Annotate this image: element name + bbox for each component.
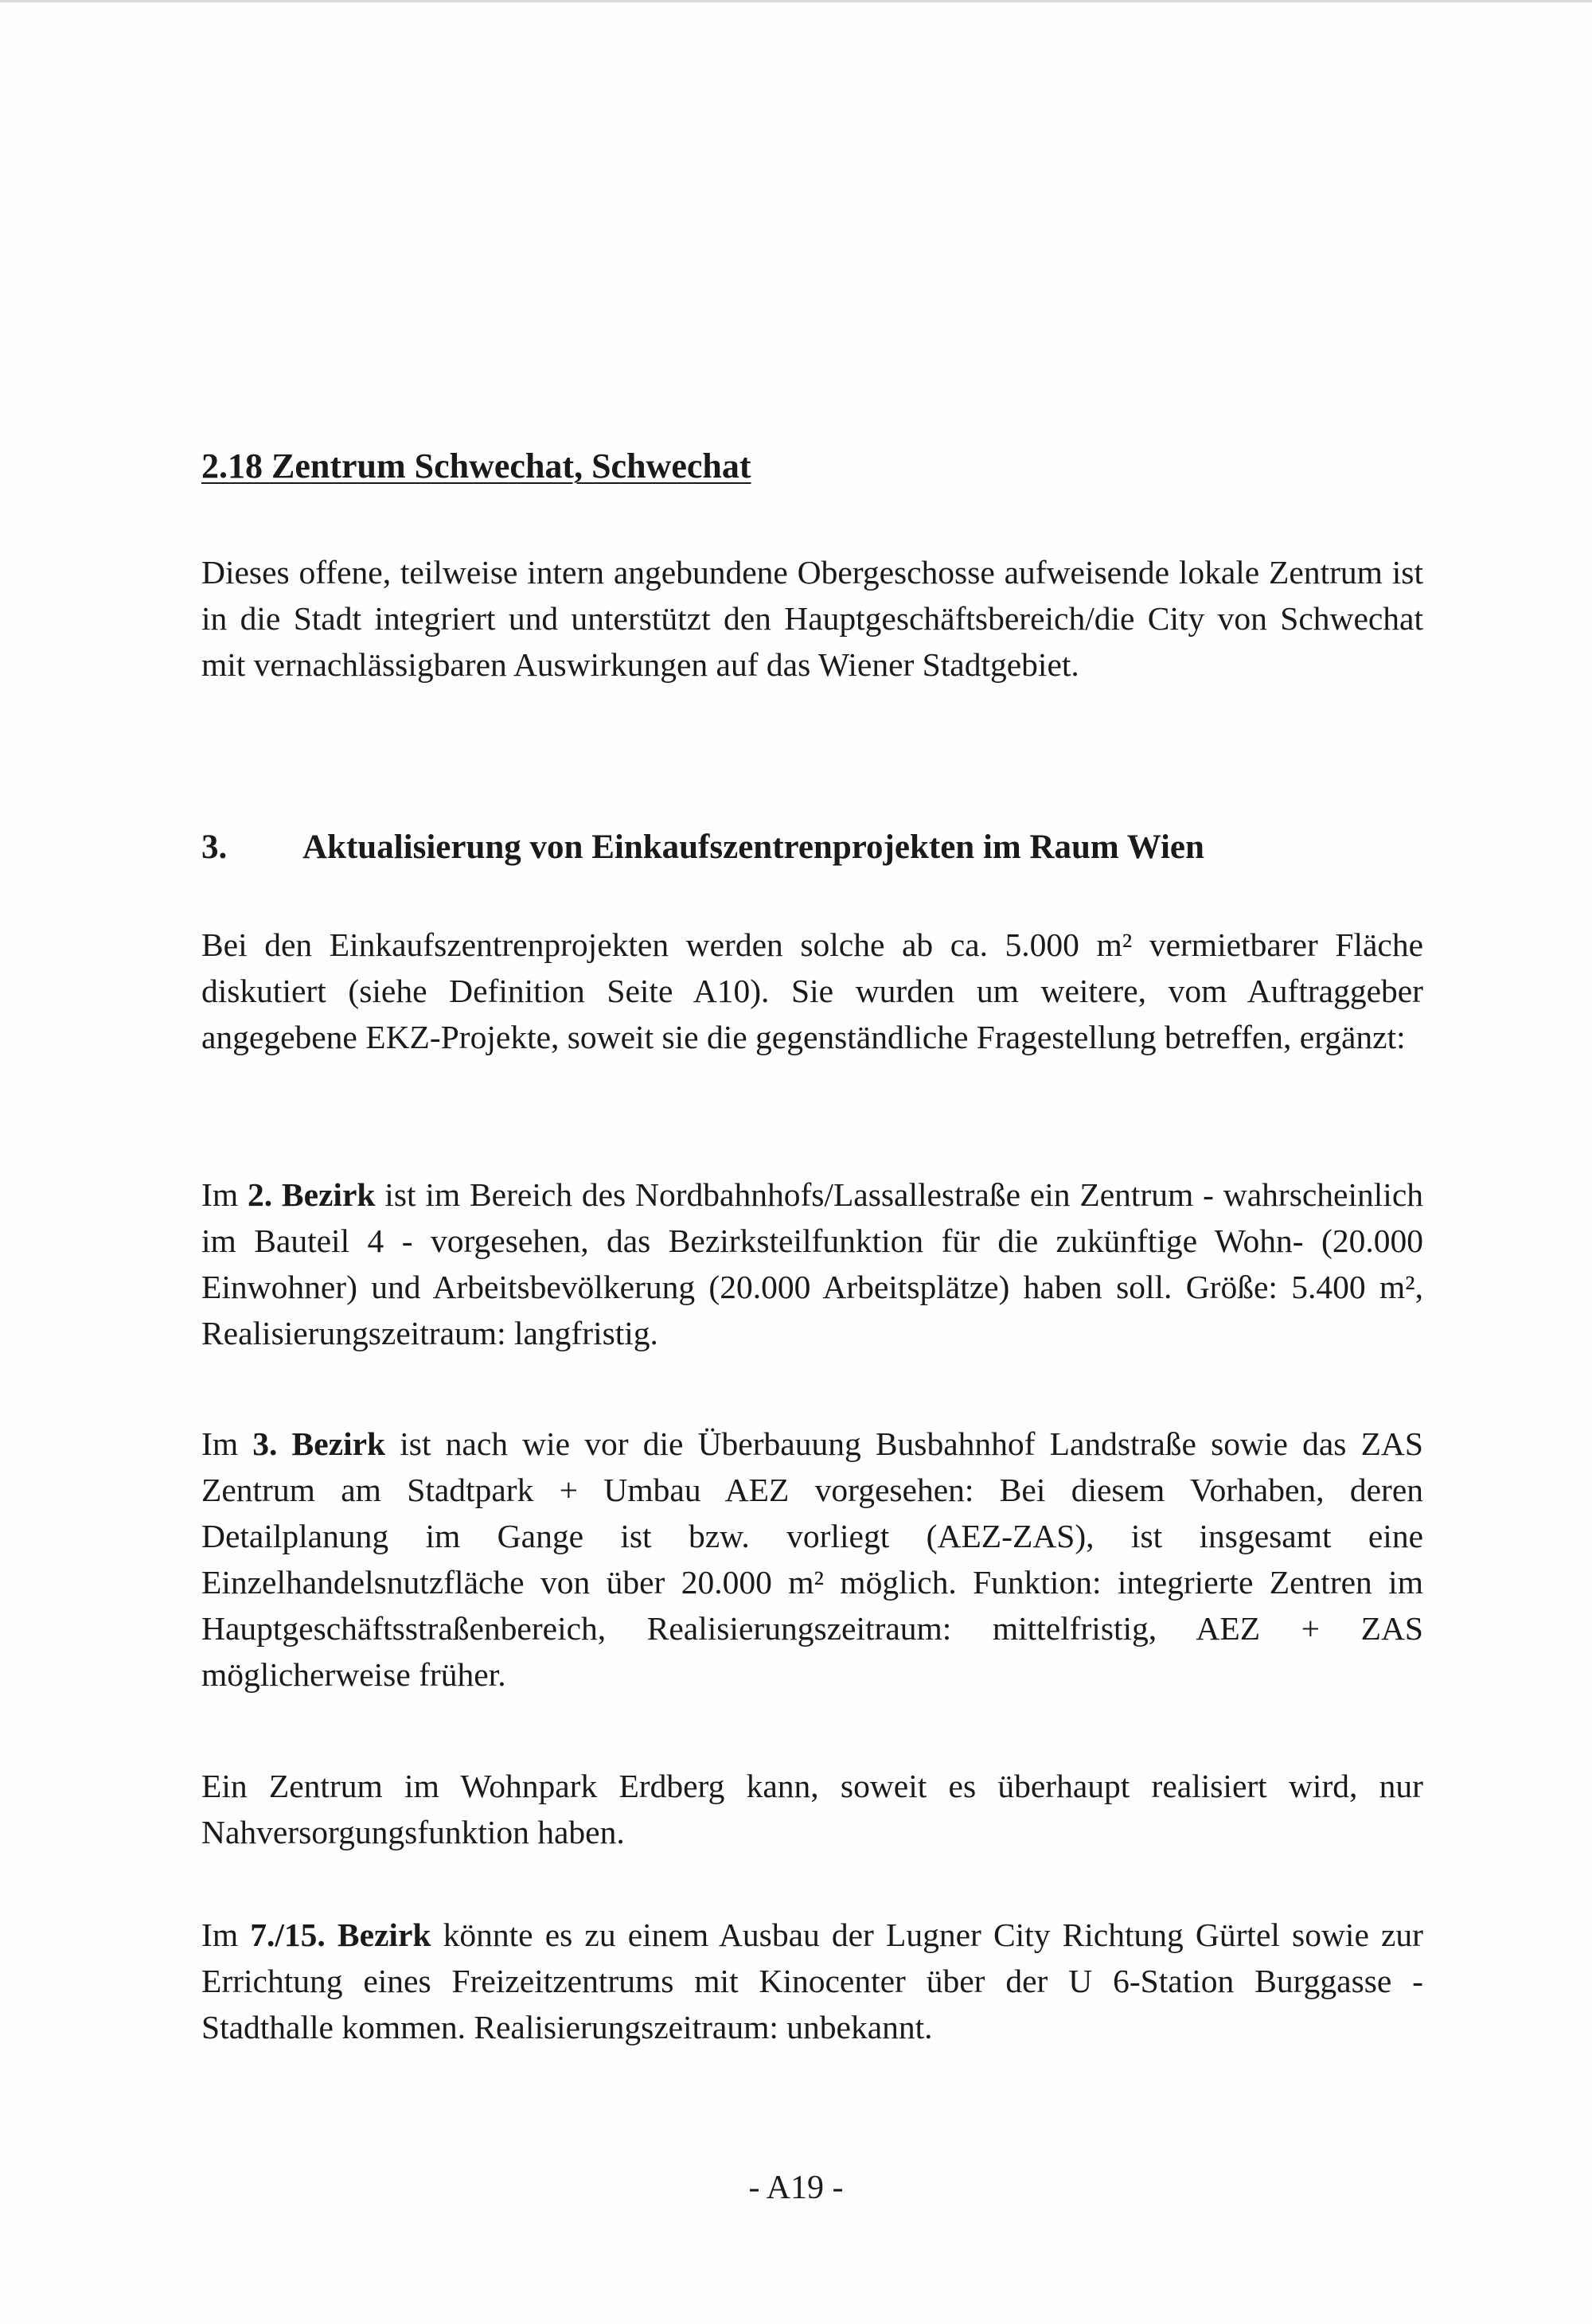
bezirk-7-15-paragraph <box>201 1912 1423 2050</box>
section-2-18-body: Dieses offene, teilweise intern angebundene Obergeschosse aufweisende lokale Zentrum ist in die Stadt integriert und unterstützt den Hauptgeschäftsbereich/die City von Schwechat mit vernachlässigbaren Auswirkungen auf das Wiener Stadtgebiet. <box>201 554 1423 683</box>
bezirk-3-text: ist nach wie vor die Überbauung Busbahnhof Landstraße sowie das ZAS Zentrum am Stadtpark + Umbau AEZ vorgesehen: Bei diesem Vorhaben, deren Detailplanung im Gange ist bzw. vorliegt (AEZ-ZAS), ist insgesamt eine Einzelhandelsnutzfläche von über 20.000 m² möglich. Funktion: integrierte Zentren im Hauptgeschäftsstraßenbereich, Realisierungszeitraum: mittelfristig, AEZ + ZAS möglicherweise früher. <box>201 1425 1423 1693</box>
section-3-number: 3. <box>201 829 228 866</box>
bezirk-2-label: 2. Bezirk <box>247 1176 376 1213</box>
bezirk-2-paragraph <box>201 1172 1423 1356</box>
bezirk-7-15-label: 7./15. Bezirk <box>250 1917 431 1953</box>
bezirk-7-15-prefix: Im <box>201 1917 251 1953</box>
scan-edge <box>0 0 1592 2</box>
section-3-title: Aktualisierung von Einkaufszentrenprojekten im Raum Wien <box>302 829 1204 866</box>
section-2-18-heading: 2.18 Zentrum Schwechat, Schwechat <box>201 446 751 485</box>
bezirk-7-15-text: könnte es zu einem Ausbau der Lugner City Richtung Gürtel sowie zur Errichtung eines Freizeitzentrums mit Kinocenter über der U 6-Station Burggasse - Stadthalle kommen. Realisierungszeitraum: unbekannt. <box>201 1917 1423 2045</box>
bezirk-2-prefix: Im <box>201 1176 248 1213</box>
bezirk-2-text: ist im Bereich des Nordbahnhofs/Lassallestraße ein Zentrum - wahrscheinlich im Bauteil 4 - vorgesehen, das Bezirksteilfunktion für die zukünftige Wohn- (20.000 Einwohner) und Arbeitsbevölkerung (20.000 Arbeitsplätze) haben soll. Größe: 5.400 m², Realisierungszeitraum: langfristig. <box>201 1176 1423 1351</box>
section-3-heading <box>201 828 1204 867</box>
bezirk-3-paragraph <box>201 1421 1423 1698</box>
erdberg-paragraph: Ein Zentrum im Wohnpark Erdberg kann, soweit es überhaupt realisiert wird, nur Nahversorgungsfunktion haben. <box>201 1768 1423 1850</box>
section-3-intro: Bei den Einkaufszentrenprojekten werden solche ab ca. 5.000 m² vermietbarer Fläche diskutiert (siehe Definition Seite A10). Sie wurden um weitere, vom Auftraggeber angegebene EKZ-Projekte, soweit sie die gegenständliche Fragestellung betreffen, ergänzt: <box>201 926 1423 1055</box>
page-number: - A19 - <box>748 2170 844 2206</box>
bezirk-3-label: 3. Bezirk <box>252 1425 386 1462</box>
bezirk-3-prefix: Im <box>201 1425 253 1462</box>
